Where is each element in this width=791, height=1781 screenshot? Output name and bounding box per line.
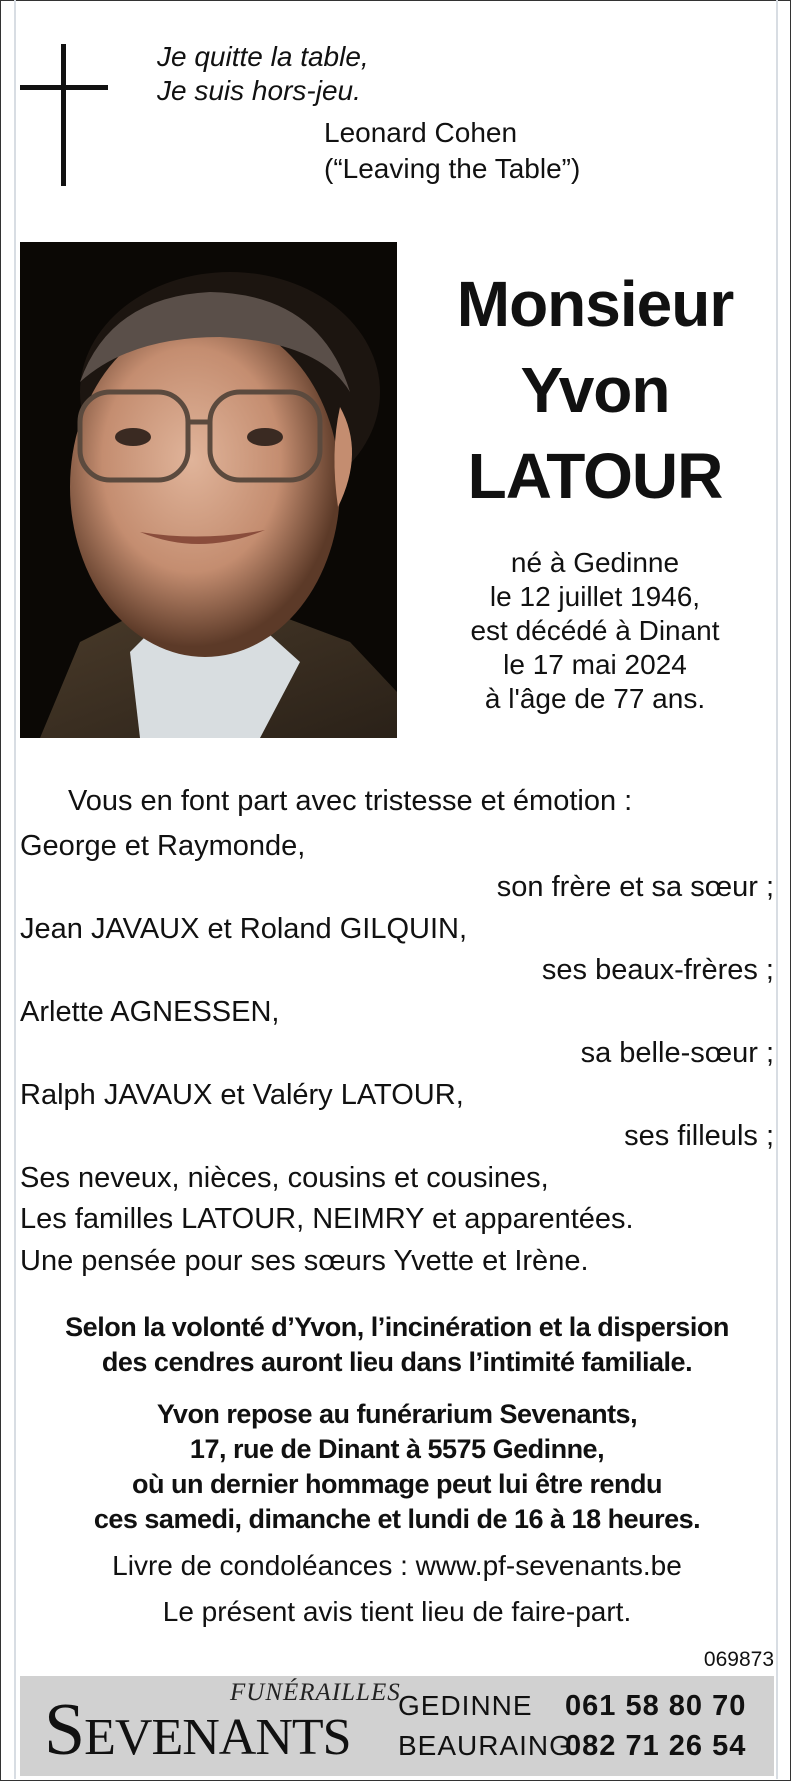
family-names: George et Raymonde, bbox=[20, 830, 306, 862]
family-names: Jean JAVAUX et Roland GILQUIN, bbox=[20, 913, 468, 945]
family-names: Arlette AGNESSEN, bbox=[20, 996, 280, 1028]
notice-line: Le présent avis tient lieu de faire-part. bbox=[162, 1596, 632, 1627]
others-line: Une pensée pour ses sœurs Yvette et Irène. bbox=[20, 1245, 589, 1277]
ceremony-line: où un dernier hommage peut lui être rendu bbox=[131, 1469, 663, 1499]
bio-line: né à Gedinne bbox=[510, 547, 680, 578]
logo-initial: S bbox=[44, 1689, 85, 1771]
deceased-last-name: LATOUR bbox=[467, 440, 723, 512]
condolences-line: Livre de condoléances : www.pf-sevenants.be bbox=[112, 1550, 682, 1581]
bio-line: à l'âge de 77 ans. bbox=[484, 683, 706, 714]
quote-author: Leonard Cohen bbox=[324, 117, 518, 148]
bio-line: le 12 juillet 1946, bbox=[489, 581, 701, 612]
bio-line: est décédé à Dinant bbox=[470, 615, 720, 646]
ceremony-line: 17, rue de Dinant à 5575 Gedinne, bbox=[189, 1434, 605, 1464]
ceremony-line: ces samedi, dimanche et lundi de 16 à 18 heures. bbox=[93, 1504, 701, 1534]
family-relation: ses filleuls ; bbox=[624, 1120, 774, 1152]
location-phone: 082 71 26 54 bbox=[565, 1730, 747, 1762]
ceremony-line: Yvon repose au funérarium Sevenants, bbox=[156, 1399, 638, 1429]
announcement-intro: Vous en font part avec tristesse et émotion : bbox=[68, 785, 633, 817]
ceremony-line: des cendres auront lieu dans l’intimité familiale. bbox=[101, 1347, 693, 1377]
ceremony-line: Selon la volonté d’Yvon, l’incinération et la dispersion bbox=[65, 1312, 729, 1342]
family-names: Ralph JAVAUX et Valéry LATOUR, bbox=[20, 1079, 464, 1111]
family-relation: sa belle-sœur ; bbox=[580, 1037, 774, 1069]
bio-line: le 17 mai 2024 bbox=[503, 649, 687, 680]
others-line: Les familles LATOUR, NEIMRY et apparentées. bbox=[20, 1203, 634, 1235]
logo-rest: EVENANTS bbox=[84, 1709, 351, 1766]
deceased-first-name: Yvon bbox=[520, 354, 670, 426]
location-phone: 061 58 80 70 bbox=[565, 1690, 747, 1722]
quote-line-1: Je quitte la table, bbox=[157, 41, 369, 72]
funeral-tagline: FUNÉRAILLES bbox=[230, 1679, 401, 1706]
reference-number: 069873 bbox=[703, 1648, 774, 1671]
portrait-photo bbox=[20, 242, 397, 738]
quote-work: (“Leaving the Table”) bbox=[324, 153, 581, 184]
others-line: Ses neveux, nièces, cousins et cousines, bbox=[20, 1162, 549, 1194]
funeral-home-banner bbox=[20, 1676, 774, 1776]
family-relation: ses beaux-frères ; bbox=[541, 954, 774, 986]
location-city: GEDINNE bbox=[398, 1690, 533, 1721]
deceased-title: Monsieur bbox=[456, 268, 734, 340]
family-relation: son frère et sa sœur ; bbox=[496, 871, 774, 903]
quote-line-2: Je suis hors-jeu. bbox=[157, 75, 361, 106]
location-city: BEAURAING bbox=[398, 1730, 572, 1761]
funeral-home-logo bbox=[44, 1689, 351, 1771]
